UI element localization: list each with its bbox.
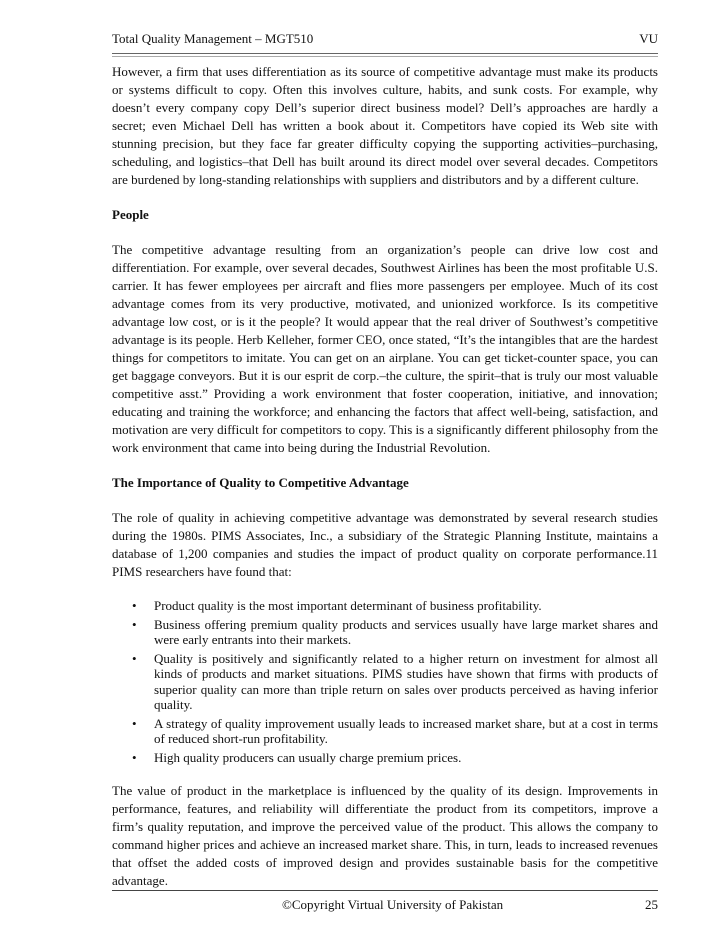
list-item xyxy=(112,617,658,648)
quality-paragraph: The role of quality in achieving competitive advantage was demonstrated by several research studies during the 1980s. PIMS Associates, Inc., a subsidiary of the Strategic Planning Institute, maintains a database of 1,200 companies and studies the impact of product quality on corporate performance.11 PIMS researchers have found that: xyxy=(112,510,658,579)
header-divider xyxy=(112,53,658,57)
list-item-text: Quality is positively and significantly related to a higher return on investment for almost all kinds of products and market situations. PIMS studies have shown that firms with products of superior quality can more than triple return on sales over products perceived as having inferior quality. xyxy=(154,650,658,712)
page-number: 25 xyxy=(645,897,658,912)
list-item xyxy=(112,598,658,614)
bullet-icon: • xyxy=(132,749,137,765)
bullet-icon: • xyxy=(132,650,137,666)
list-item-text: High quality producers can usually charge premium prices. xyxy=(154,749,462,765)
page-header xyxy=(112,31,658,47)
list-item xyxy=(112,716,658,747)
page-body xyxy=(112,63,658,907)
header-title: Total Quality Management – MGT510 xyxy=(112,31,314,46)
footer-copyright: ©Copyright Virtual University of Pakistan xyxy=(282,897,504,912)
bullet-icon: • xyxy=(132,598,137,613)
quality-heading: The Importance of Quality to Competitive Advantage xyxy=(112,475,409,490)
list-item-text: Product quality is the most important determinant of business profitability. xyxy=(154,598,542,613)
header-code: VU xyxy=(639,31,658,46)
people-heading: People xyxy=(112,207,149,222)
list-item xyxy=(112,651,658,713)
bullet-icon: • xyxy=(132,715,137,731)
intro-paragraph: However, a firm that uses differentiation as its source of competitive advantage must make its products or systems difficult to copy. Often this involves culture, habits, and sunk costs. For example, why doesn’t every company copy Dell’s superior direct business model? Dell’s approaches are hardly a secret; even Michael Dell has written a book about it. Competitors have copied its Web site with stunning precision, but they face far greater difficulty copying the supporting activities–purchasing, scheduling, and logistics–that Dell has built around its direct model over several decades. Competitors are burdened by long-standing relationships with suppliers and distributors and by a different culture. xyxy=(112,64,658,187)
footer-divider xyxy=(112,890,658,891)
list-item xyxy=(112,750,658,766)
list-item-text: Business offering premium quality products and services usually have large market shares and were early entrants into their markets. xyxy=(154,616,658,647)
list-item-text: A strategy of quality improvement usually leads to increased market share, but at a cost in terms of reduced short-run profitability. xyxy=(154,715,658,746)
people-paragraph: The competitive advantage resulting from an organization’s people can drive low cost and differentiation. For example, over several decades, Southwest Airlines has been the most profitable U.S. carrier. It has fewer employees per aircraft and flies more passengers per employee. Much of its cost advantage comes from its very productive, motivated, and unionized workforce. Is its competitive advantage low cost, or is it the people? It would appear that the real driver of Southwest’s competitive advantage is its people. Herb Kelleher, former CEO, once stated, “It’s the intangibles that are the hardest things for competitors to imitate. You can get on an airplane. You can get ticket-counter space, you can get baggage conveyors. But it is our esprit de corp.–the culture, the spirit–that is truly our most valuable competitive asst.” Providing a work environment that foster cooperation, initiative, and innovation; educating and training the workforce; and enhancing the factors that affect well-being, satisfaction, and motivation are very difficult for competitors to copy. This is a significantly different philosophy from the work environment that came into being during the Industrial Revolution. xyxy=(112,242,658,455)
closing-paragraph: The value of product in the marketplace is influenced by the quality of its design. Improvements in performance, features, and reliability will differentiate the product from its competitors, improve a firm’s quality reputation, and improve the perceived value of the product. This allows the company to command higher prices and achieve an increased market share. This, in turn, leads to increased revenues that offset the added costs of improved design and provides sustainable basis for the competitive advantage. xyxy=(112,783,658,888)
bullet-icon: • xyxy=(132,616,137,632)
pims-findings-list xyxy=(112,598,658,765)
